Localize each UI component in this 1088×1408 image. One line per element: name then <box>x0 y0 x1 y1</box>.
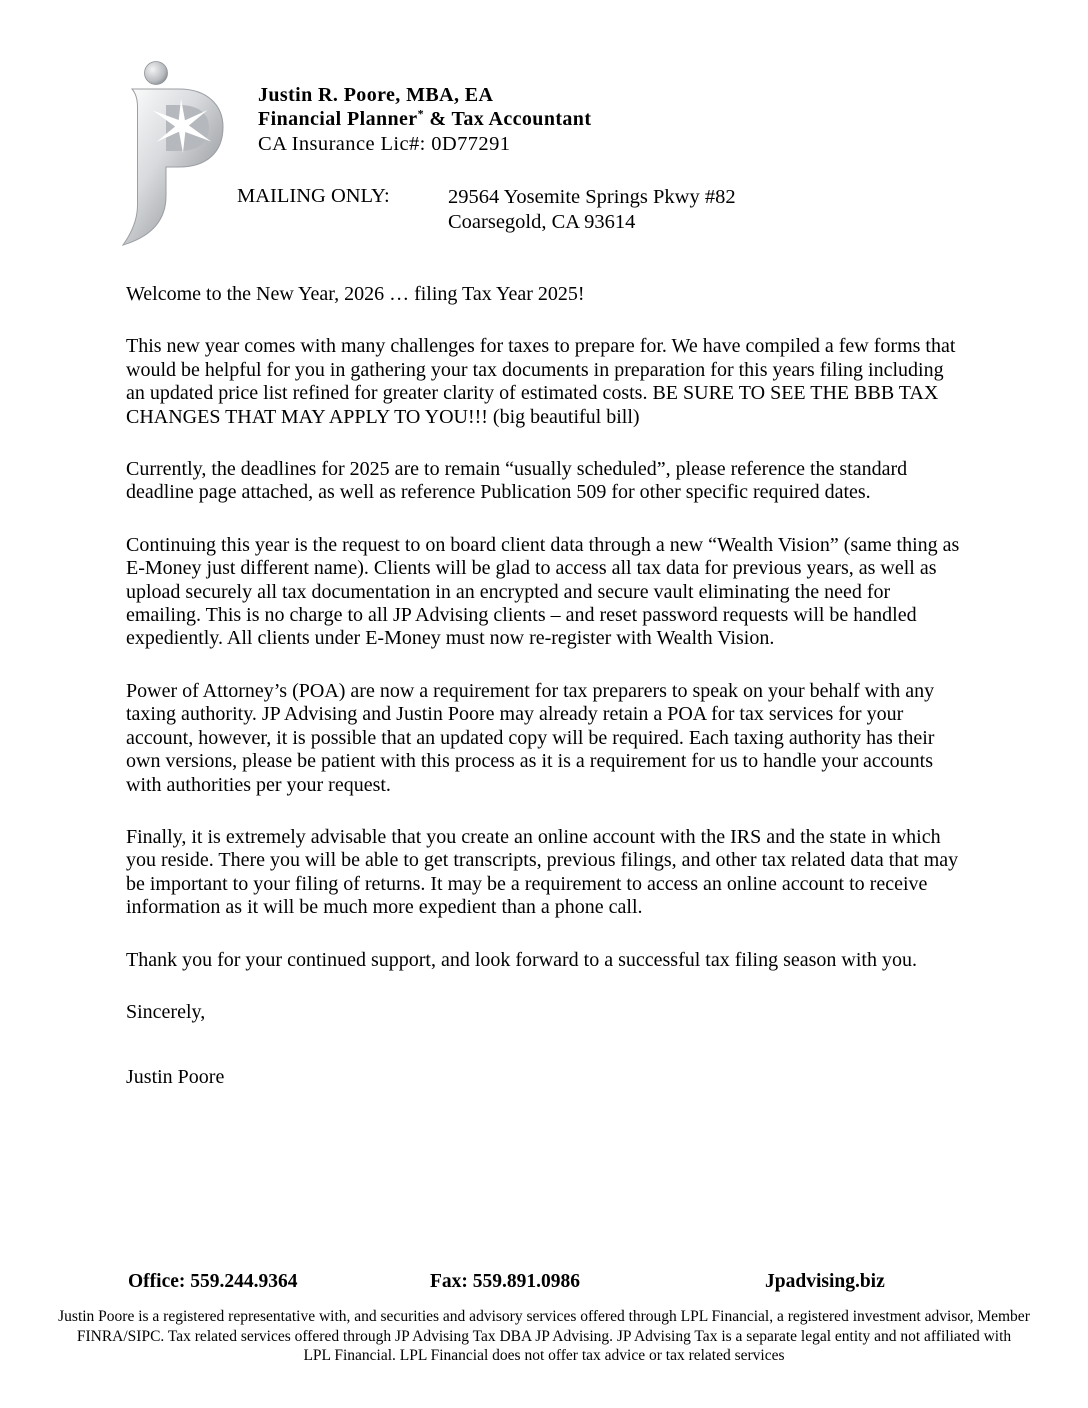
footer-website: Jpadvising.biz <box>765 1271 885 1292</box>
letter-body <box>126 283 964 1119</box>
paragraph-new-year: This new year comes with many challenges for taxes to prepare for. We have compiled a few forms that would be helpful for you in gathering your tax documents in preparation for this years filing including an updated price list refined for greater clarity of estimated costs. BE SURE TO SEE THE BBB TAX CHANGES THAT MAY APPLY TO YOU!!! (big beautiful bill) <box>126 335 956 428</box>
signoff: Sincerely, <box>126 1000 206 1023</box>
letterhead-license: CA Insurance Lic#: 0D77291 <box>258 133 511 155</box>
address-line-2: Coarsegold, CA 93614 <box>448 210 636 233</box>
address-line-1: 29564 Yosemite Springs Pkwy #82 <box>448 186 736 208</box>
paragraph-wealth-vision: Continuing this year is the request to on board client data through a new “Wealth Vision” (same thing as E-Money just different name). Clients will be glad to access all tax data for previous years, as well as upload securely all tax documentation in an encrypted and secure vault eliminating the need for emailing. This is no charge to all JP Advising clients – and reset password requests will be handled expediently. All clients under E-Money must now re-register with Wealth Vision. <box>126 533 960 650</box>
disclaimer-line-2: FINRA/SIPC. Tax related services offered through JP Advising Tax DBA JP Advising. JP Advising Tax is a separate legal entity and not affiliated with <box>76 1327 1012 1345</box>
paragraph-thanks: Thank you for your continued support, and look forward to a successful tax filing season with you. <box>126 948 917 971</box>
disclaimer-line-1: Justin Poore is a registered representative with, and securities and advisory services offered through LPL Financial, a registered investment advisor, Member <box>58 1308 1030 1325</box>
footer-disclaimer <box>0 1307 1088 1366</box>
letterhead-title <box>258 108 591 131</box>
title-asterisk: * <box>417 106 424 121</box>
letterhead-title-main: Financial Planner <box>258 108 418 130</box>
signature-name: Justin Poore <box>126 1066 225 1089</box>
paragraph-deadlines: Currently, the deadlines for 2025 are to remain “usually scheduled”, please reference the standard deadline page attached, as well as reference Publication 509 for other specific required dates. <box>126 458 908 504</box>
jp-monogram-star-icon <box>122 60 224 248</box>
disclaimer-line-3: LPL Financial. LPL Financial does not offer tax advice or tax related services <box>303 1347 785 1364</box>
paragraph-irs-account: Finally, it is extremely advisable that you create an online account with the IRS and the state in which you reside. There you will be able to get transcripts, previous filings, and other tax related data that may be important to your filing of returns. It may be a requirement to access an online account to receive information as it will be much more expedient than a phone call. <box>126 825 959 919</box>
footer-fax-number: Fax: 559.891.0986 <box>430 1271 581 1292</box>
paragraph-welcome: Welcome to the New Year, 2026 … filing Tax Year 2025! <box>126 283 585 305</box>
paragraph-poa: Power of Attorney’s (POA) are now a requirement for tax preparers to speak on your behalf with any taxing authority. JP Advising and Justin Poore may already retain a POA for tax services for your account, however, it is possible that an updated copy will be required. Each taxing authority has their own versions, please be patient with this process as it is a requirement for us to handle your accounts with authorities per your request. <box>126 679 935 796</box>
mailing-address <box>448 185 736 234</box>
letterhead-title-rest: & Tax Accountant <box>424 108 592 130</box>
letterhead-name: Justin R. Poore, MBA, EA <box>258 84 494 106</box>
mailing-only-label: MAILING ONLY: <box>237 185 390 207</box>
footer-office-phone: Office: 559.244.9364 <box>128 1271 298 1292</box>
